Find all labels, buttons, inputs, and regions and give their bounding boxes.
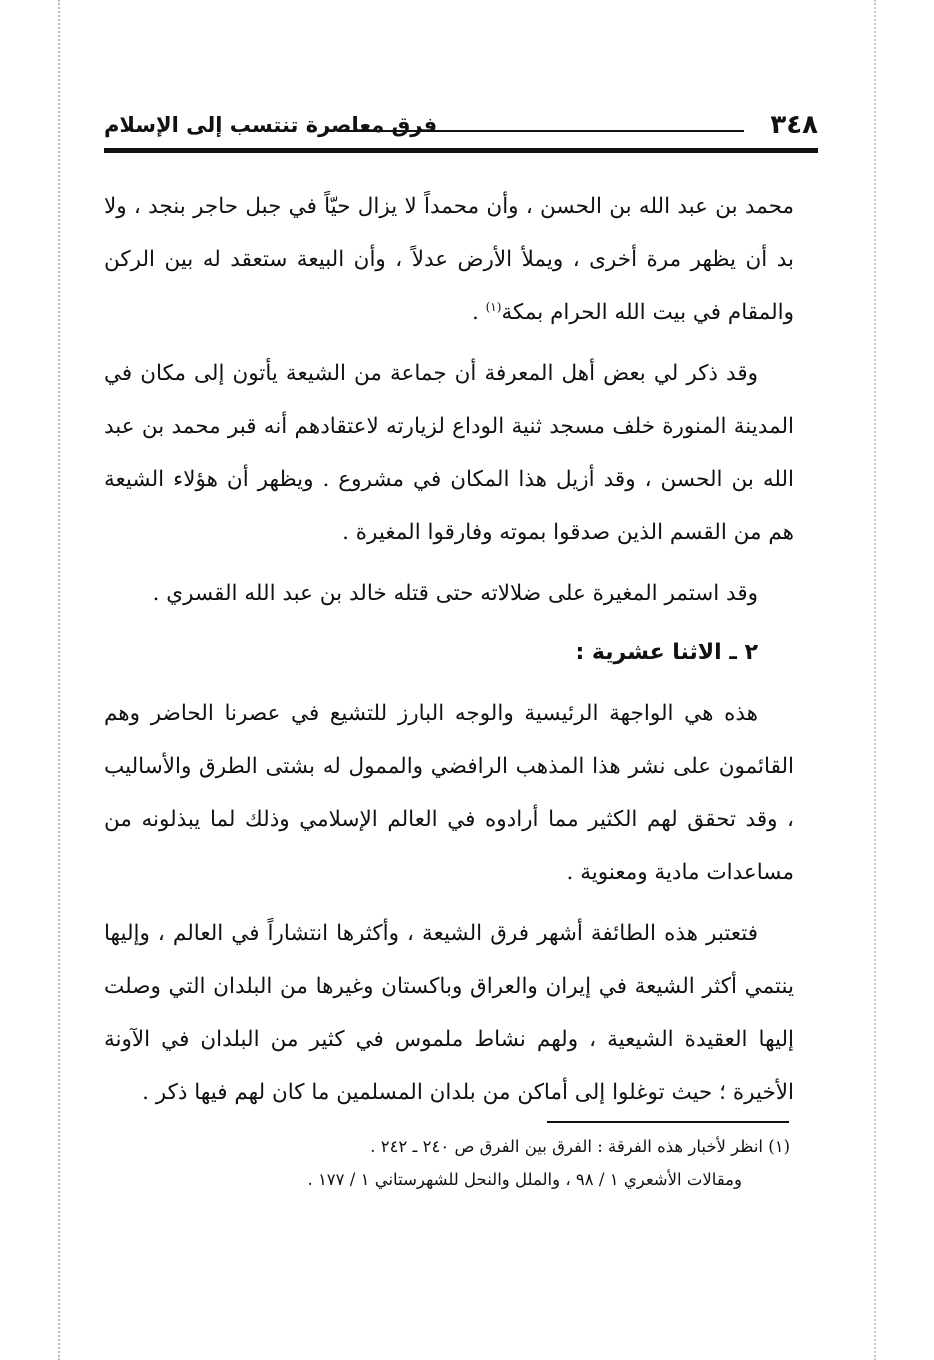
footnote-ref-1: (١)	[485, 299, 502, 314]
footnote-1: (١) انظر لأخبار هذه الفرقة : الفرق بين الفرق ص ٢٤٠ ـ ٢٤٢ .	[370, 1137, 790, 1156]
running-header	[104, 108, 818, 146]
footnotes	[150, 1130, 790, 1196]
running-title: فرق معاصرة تنتسب إلى الإسلام	[104, 113, 438, 137]
scan-edge-left	[58, 0, 60, 1360]
main-text	[104, 180, 794, 1119]
paragraph-4: هذه هي الواجهة الرئيسية والوجه البارز للتشيع في عصرنا الحاضر وهم القائمون على نشر هذا المذهب الرافضي والممول له بشتى الطرق والأساليب ، وقد تحقق لهم الكثير مما أرادوه في العالم الإسلامي وذلك لما يبذلونه من مساعدات مادية ومعنوية .	[104, 701, 794, 885]
footnote-1-continued: ومقالات الأشعري ١ / ٩٨ ، والملل والنحل للشهرستاني ١ / ١٧٧ .	[307, 1170, 742, 1189]
paragraph-2: وقد ذكر لي بعض أهل المعرفة أن جماعة من الشيعة يأتون إلى مكان في المدينة المنورة خلف مسجد ثنية الوداع لزيارته لاعتقادهم أنه قبر محمد بن عبد الله بن الحسن ، وقد أزيل هذا المكان في مشروع . ويظهر أن هؤلاء الشيعة هم من القسم الذين صدقوا بموته وفارقوا المغيرة .	[104, 361, 794, 545]
paragraph-1-text: محمد بن عبد الله بن الحسن ، وأن محمداً لا يزال حيّاً في جبل حاجر بنجد ، ولا بد أن يظهر مرة أخرى ، ويملأ الأرض عدلاً ، وأن البيعة ستعقد له بين الركن والمقام في بيت الله الحرام بمكة	[104, 194, 794, 325]
paragraph-1	[104, 180, 794, 339]
paragraph-1-end: .	[471, 300, 486, 325]
section-heading: ٢ ـ الاثنا عشرية :	[575, 640, 758, 665]
footnote-separator	[547, 1121, 789, 1123]
paragraph-5: فتعتبر هذه الطائفة أشهر فرق الشيعة ، وأكثرها انتشاراً في العالم ، وإليها ينتمي أكثر الشيعة في إيران والعراق وباكستان وغيرها من البلدان التي وصلت إليها العقيدة الشيعية ، ولهم نشاط ملموس في كثير من البلدان في الآونة الأخيرة ؛ حيث توغلوا إلى أماكن من بلدان المسلمين ما كان لهم فيها ذكر .	[104, 921, 794, 1105]
page-number: ٣٤٨	[770, 110, 818, 140]
scan-edge-right	[874, 0, 876, 1360]
paragraph-3: وقد استمر المغيرة على ضلالاته حتى قتله خالد بن عبد الله القسري .	[152, 581, 758, 606]
header-bottom-rule	[104, 148, 818, 153]
